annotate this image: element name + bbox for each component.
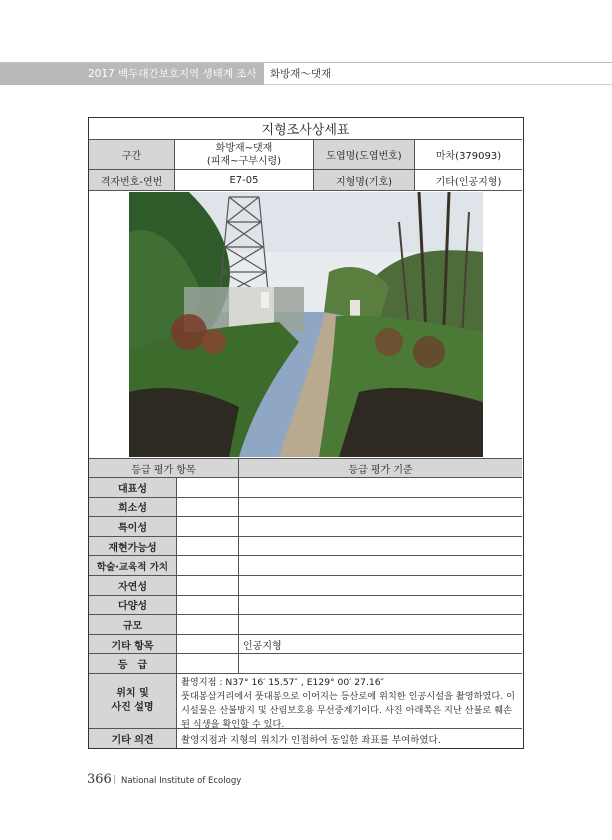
footer-separator: | bbox=[113, 775, 117, 785]
location-label-line2: 사진 설명 bbox=[111, 702, 154, 713]
grading-grade-cell bbox=[177, 517, 239, 536]
other-row bbox=[89, 729, 522, 748]
grading-item-label: 특이성 bbox=[89, 517, 177, 536]
grading-criteria-cell bbox=[239, 478, 522, 497]
location-label bbox=[89, 674, 177, 728]
grading-grade-cell bbox=[177, 615, 239, 634]
sheet-title: 지형조사상세표 bbox=[261, 123, 350, 138]
grading-item-label: 대표성 bbox=[89, 478, 177, 497]
location-label-line1: 위치 및 bbox=[116, 688, 149, 699]
grading-item-label: 희소성 bbox=[89, 498, 177, 517]
landform-label: 지형명(기호) bbox=[314, 170, 415, 190]
grading-criteria-header: 등급 평가 기준 bbox=[239, 459, 522, 477]
grading-row bbox=[89, 517, 522, 537]
grading-grade-cell bbox=[177, 556, 239, 575]
map-label: 도엽명(도엽번호) bbox=[314, 140, 415, 169]
grading-row bbox=[89, 498, 522, 518]
grading-row bbox=[89, 654, 522, 674]
other-text: 촬영지점과 지형의 위치가 인접하여 동일한 좌표를 부여하였다. bbox=[181, 734, 441, 746]
footer-organization: National Institute of Ecology bbox=[121, 776, 242, 786]
grading-criteria-cell bbox=[239, 654, 522, 673]
running-header-location: 화방재～댓재 bbox=[270, 68, 332, 80]
grading-row bbox=[89, 615, 522, 635]
grading-item-label: 규모 bbox=[89, 615, 177, 634]
grading-row bbox=[89, 556, 522, 576]
grading-grade-cell bbox=[177, 596, 239, 615]
grading-criteria-cell: 인공지형 bbox=[243, 640, 282, 652]
other-label: 기타 의견 bbox=[89, 729, 177, 748]
grading-row bbox=[89, 537, 522, 557]
section-value bbox=[175, 140, 314, 169]
survey-sheet bbox=[88, 117, 524, 749]
grading-criteria-cell bbox=[239, 498, 522, 517]
section-value-line2: (피재~구부시령) bbox=[206, 155, 282, 167]
grading-row bbox=[89, 596, 522, 616]
grading-criteria-cell bbox=[239, 615, 522, 634]
grading-row bbox=[89, 576, 522, 596]
grading-criteria-cell bbox=[239, 517, 522, 536]
grading-item-label: 학술·교육적 가치 bbox=[89, 556, 177, 575]
running-header-section: 2017 백두대간보호지역 생태계 조사 bbox=[0, 63, 264, 85]
grading-grade-cell bbox=[177, 537, 239, 556]
location-row bbox=[89, 674, 522, 729]
grading-item-label: 자연성 bbox=[89, 576, 177, 595]
grading-criteria-cell bbox=[239, 596, 522, 615]
grading-row bbox=[89, 478, 522, 498]
grading-header-row bbox=[89, 459, 522, 478]
grading-row bbox=[89, 635, 522, 655]
location-description bbox=[177, 674, 522, 728]
landform-value: 기타(인공지형) bbox=[435, 176, 502, 188]
location-coordinates: 촬영지점 : N37° 16′ 15.57″ , E129° 00′ 27.16″ bbox=[181, 677, 384, 688]
info-row-1 bbox=[89, 140, 522, 170]
grading-grade-cell bbox=[177, 654, 239, 673]
sheet-title-row bbox=[89, 118, 522, 140]
grading-item-label: 등 급 bbox=[89, 654, 177, 673]
grading-grade-cell bbox=[177, 635, 239, 654]
grading-grade-cell bbox=[177, 576, 239, 595]
grading-item-label: 다양성 bbox=[89, 596, 177, 615]
location-photo-description: 풋대봉삼거리에서 풋대봉으로 이어지는 등산로에 위치한 인공시설을 촬영하였다. 이 시설물은 산불방지 및 산림보호용 무선중계기이다. 사진 아래쪽은 지난 산불로 훼손된 식생을 확인할 수 있다. bbox=[181, 691, 515, 730]
grading-grade-cell bbox=[177, 478, 239, 497]
section-label: 구간 bbox=[89, 140, 175, 169]
grading-criteria-cell bbox=[239, 537, 522, 556]
grid-label: 격자번호-연번 bbox=[89, 170, 175, 190]
info-row-2 bbox=[89, 170, 522, 191]
grading-item-label: 기타 항목 bbox=[89, 635, 177, 654]
grading-criteria-cell bbox=[239, 576, 522, 595]
map-value: 마차(379093) bbox=[435, 151, 502, 162]
section-value-line1: 화방재~댓재 bbox=[215, 142, 273, 154]
grading-grade-cell bbox=[177, 498, 239, 517]
site-photo bbox=[129, 192, 483, 457]
grading-item-header: 등급 평가 항목 bbox=[89, 459, 239, 477]
page-number: 366 bbox=[87, 772, 112, 787]
grading-item-label: 재현가능성 bbox=[89, 537, 177, 556]
grid-value: E7-05 bbox=[175, 170, 314, 190]
photo-row bbox=[89, 191, 522, 459]
grading-criteria-cell bbox=[239, 556, 522, 575]
header-underline bbox=[264, 84, 612, 85]
